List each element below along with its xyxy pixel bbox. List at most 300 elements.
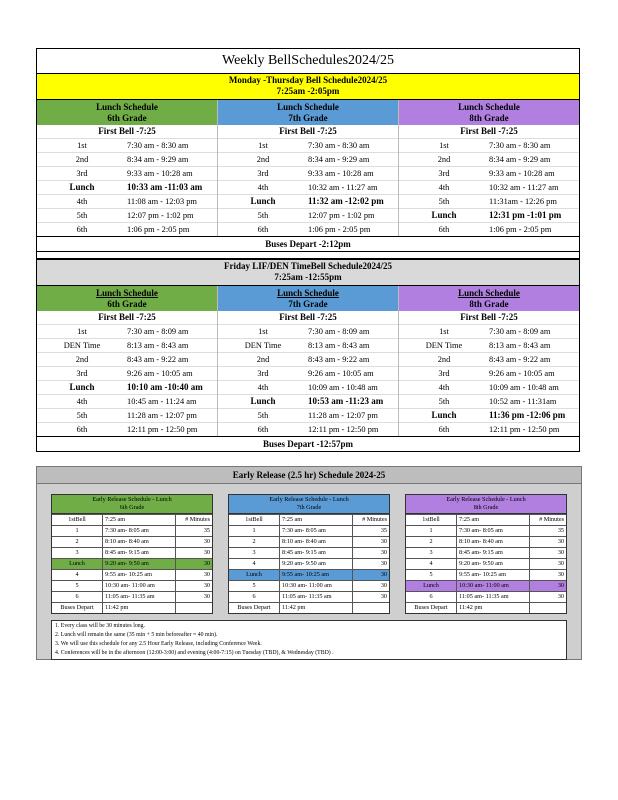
weekly-schedule: [36, 48, 580, 452]
period-time: 7:30 am - 8:09 am: [489, 327, 551, 336]
grade-header-grade: 7th Grade: [288, 113, 328, 123]
period-label: 3rd: [438, 369, 450, 378]
period-row: [399, 394, 579, 408]
period-label: DEN Time: [425, 341, 463, 350]
period-row: [399, 152, 579, 166]
time-cell: 11:05 am- 11:35 am: [280, 592, 353, 602]
table-row: [406, 536, 566, 547]
early-release-tables: [37, 484, 581, 614]
period-row: [37, 166, 217, 180]
table-row: [52, 591, 212, 602]
period-time: 10:52 am - 11:31am: [489, 397, 557, 406]
period-row: [399, 222, 579, 236]
period-label: 4th: [76, 397, 88, 406]
period-row: [399, 194, 579, 208]
time-cell: 7:30 am- 8:05 am: [280, 526, 353, 536]
period-cell: Lunch: [406, 581, 457, 591]
early-release-grade8: [405, 494, 567, 614]
table-row: [406, 602, 566, 613]
minutes-cell: 30: [557, 560, 564, 567]
lunch-row: [406, 580, 566, 591]
time-cell: 8:45 am- 9:15 am: [457, 548, 530, 558]
period-cell: 2: [229, 537, 280, 547]
note-line: 4. Conferences will be in the afternoon (12:00-3:00) and evening (4:00-7:15) on Tuesday (TBD), & Wednesday (TBD) .: [55, 650, 334, 656]
grade-header-title: Lunch Schedule: [458, 102, 520, 112]
period-time: 8:34 am - 9:29 am: [489, 155, 551, 164]
period-row: [399, 366, 579, 380]
lunch-row: [218, 194, 398, 208]
period-label: Lunch: [69, 182, 95, 192]
period-time: 8:13 am - 8:43 am: [308, 341, 370, 350]
grade-header: [399, 286, 579, 311]
period-row: [399, 324, 579, 338]
period-row: [218, 352, 398, 366]
table-row: [229, 536, 389, 547]
first-bell: First Bell -7:25: [98, 126, 156, 136]
period-row: [218, 366, 398, 380]
mon-thu-grade7: [217, 100, 398, 236]
first-bell: First Bell -7:25: [279, 312, 337, 322]
period-time: 9:33 am - 10:28 am: [127, 169, 193, 178]
period-list: [37, 324, 217, 436]
minutes-cell: 35: [203, 527, 210, 534]
period-time: 7:30 am - 8:09 am: [308, 327, 370, 336]
period-time: 10:32 am - 11:27 am: [308, 183, 378, 192]
period-time: 11:08 am - 12:03 pm: [127, 197, 197, 206]
period-label: 1st: [258, 327, 268, 336]
minutes-cell: 30: [557, 582, 564, 589]
friday-banner: [36, 259, 580, 286]
first-bell: First Bell -7:25: [98, 312, 156, 322]
minutes-cell: # Minutes: [185, 516, 210, 523]
grade-header-title: Lunch Schedule: [458, 288, 520, 298]
early-release-header-grade: 6th Grade: [119, 504, 145, 511]
period-label: 4th: [257, 183, 269, 192]
period-label: 3rd: [257, 169, 269, 178]
period-row: [37, 366, 217, 380]
period-cell: 1: [406, 526, 457, 536]
period-time: 11:31am - 12:26 pm: [489, 197, 557, 206]
lunch-row: [399, 408, 579, 422]
period-time: 10:09 am - 10:48 am: [489, 383, 559, 392]
grade-header-title: Lunch Schedule: [277, 102, 339, 112]
early-release-header: [406, 495, 566, 514]
time-cell: 11:42 pm: [280, 603, 353, 613]
period-row: [218, 222, 398, 236]
table-row: [229, 558, 389, 569]
period-label: 2nd: [256, 155, 270, 164]
period-cell: 3: [52, 548, 103, 558]
period-cell: 3: [406, 548, 457, 558]
period-time: 10:33 am -11:03 am: [127, 182, 203, 192]
grade-header: [218, 286, 398, 311]
time-cell: 7:30 am- 8:05 am: [457, 526, 530, 536]
time-cell: 8:10 am- 8:40 am: [103, 537, 176, 547]
minutes-cell: 30: [557, 549, 564, 556]
period-time: 9:26 am - 10:05 am: [127, 369, 193, 378]
period-time: 8:13 am - 8:43 am: [489, 341, 551, 350]
early-release-section: [36, 466, 582, 660]
period-cell: 6: [406, 592, 457, 602]
period-row: [218, 324, 398, 338]
period-cell: 1stBell: [229, 515, 280, 525]
minutes-cell: 30: [557, 538, 564, 545]
period-time: 8:43 am - 9:22 am: [308, 355, 370, 364]
grade-header-title: Lunch Schedule: [277, 288, 339, 298]
period-row: [37, 152, 217, 166]
period-row: [37, 338, 217, 352]
period-time: 1:06 pm - 2:05 pm: [127, 225, 190, 234]
period-time: 8:34 am - 9:29 am: [308, 155, 370, 164]
time-cell: 9:55 am- 10:25 am: [280, 570, 353, 580]
table-row: [229, 547, 389, 558]
period-time: 7:30 am - 8:30 am: [308, 141, 370, 150]
period-label: 5th: [76, 211, 88, 220]
period-time: 1:06 pm - 2:05 pm: [489, 225, 552, 234]
early-release-rows: [406, 514, 566, 613]
period-row: [37, 222, 217, 236]
period-time: 8:43 am - 9:22 am: [489, 355, 551, 364]
early-release-header-grade: 8th Grade: [473, 504, 499, 511]
period-cell: Lunch: [229, 570, 280, 580]
grade-header-title: Lunch Schedule: [96, 288, 158, 298]
period-time: 12:07 pm - 1:02 pm: [308, 211, 375, 220]
period-row: [399, 138, 579, 152]
time-cell: 11:42 pm: [103, 603, 176, 613]
period-label: 1st: [258, 141, 268, 150]
minutes-cell: [176, 603, 212, 613]
period-cell: 1stBell: [52, 515, 103, 525]
friday-grade8: [398, 286, 579, 436]
early-release-header-title: Early Release Schedule - Lunch: [269, 496, 349, 503]
minutes-cell: 30: [380, 593, 387, 600]
period-label: 6th: [257, 225, 269, 234]
period-label: Lunch: [69, 382, 95, 392]
minutes-cell: 30: [380, 538, 387, 545]
period-time: 9:26 am - 10:05 am: [308, 369, 374, 378]
period-row: [218, 138, 398, 152]
period-cell: 5: [229, 581, 280, 591]
mon-thu-banner-title: Monday -Thursday Bell Schedule2024/25: [228, 75, 388, 85]
period-row: [37, 422, 217, 436]
minutes-cell: 35: [380, 527, 387, 534]
minutes-cell: [353, 603, 389, 613]
friday-banner-title: Friday LIF/DEN TimeBell Schedule2024/25: [224, 261, 392, 271]
period-time: 8:13 am - 8:43 am: [127, 341, 189, 350]
time-cell: 7:30 am- 8:05 am: [103, 526, 176, 536]
period-label: 5th: [257, 211, 269, 220]
friday-buses: Buses Depart -12:57pm: [36, 436, 580, 452]
table-row: [52, 536, 212, 547]
period-list: [399, 138, 579, 236]
time-cell: 11:42 pm: [457, 603, 530, 613]
period-time: 11:28 am - 12:07 pm: [308, 411, 378, 420]
period-row: [37, 208, 217, 222]
period-label: Lunch: [250, 196, 276, 206]
period-row: [399, 352, 579, 366]
minutes-cell: 30: [557, 593, 564, 600]
grade-header: [37, 100, 217, 125]
early-release-grade6: [51, 494, 213, 614]
minutes-cell: 30: [557, 571, 564, 578]
period-row: [218, 166, 398, 180]
period-cell: 5: [406, 570, 457, 580]
period-label: 2nd: [256, 355, 270, 364]
period-row: [399, 338, 579, 352]
friday-grade7: [217, 286, 398, 436]
mon-thu-grade8: [398, 100, 579, 236]
period-label: 2nd: [75, 155, 89, 164]
period-label: 6th: [438, 225, 450, 234]
lunch-row: [37, 180, 217, 194]
early-release-title: Early Release (2.5 hr) Schedule 2024-25: [37, 467, 581, 484]
table-row: [406, 514, 566, 525]
early-release-header: [52, 495, 212, 514]
lunch-row: [37, 380, 217, 394]
table-row: [406, 558, 566, 569]
period-cell: Buses Depart: [229, 603, 280, 613]
period-row: [399, 180, 579, 194]
period-cell: Buses Depart: [52, 603, 103, 613]
time-cell: 10:30 am- 11:00 am: [457, 581, 530, 591]
period-label: 2nd: [75, 355, 89, 364]
table-row: [229, 591, 389, 602]
time-cell: 9:20 am- 9:50 am: [457, 559, 530, 569]
lunch-row: [229, 569, 389, 580]
period-cell: Buses Depart: [406, 603, 457, 613]
period-cell: 1: [229, 526, 280, 536]
period-label: 4th: [76, 197, 88, 206]
grade-header: [37, 286, 217, 311]
early-release-header: [229, 495, 389, 514]
minutes-cell: 30: [380, 571, 387, 578]
grade-header-title: Lunch Schedule: [96, 102, 158, 112]
early-release-notes: [51, 620, 567, 660]
period-row: [37, 352, 217, 366]
period-row: [399, 422, 579, 436]
period-label: 5th: [257, 411, 269, 420]
period-row: [218, 422, 398, 436]
mon-thu-buses: Buses Depart -2:12pm: [36, 236, 580, 252]
period-cell: 5: [52, 581, 103, 591]
grade-header: [218, 100, 398, 125]
table-row: [52, 602, 212, 613]
period-time: 10:32 am - 11:27 am: [489, 183, 559, 192]
time-cell: 9:20 am- 9:50 am: [280, 559, 353, 569]
period-label: 6th: [76, 425, 88, 434]
early-release-header-title: Early Release Schedule - Lunch: [92, 496, 172, 503]
period-label: 5th: [438, 197, 450, 206]
table-row: [229, 602, 389, 613]
minutes-cell: 35: [557, 527, 564, 534]
minutes-cell: 30: [203, 593, 210, 600]
table-row: [229, 525, 389, 536]
minutes-cell: 30: [203, 571, 210, 578]
table-row: [406, 525, 566, 536]
period-cell: 3: [229, 548, 280, 558]
minutes-cell: 30: [380, 560, 387, 567]
minutes-cell: [530, 603, 566, 613]
period-time: 11:36 pm -12:06 pm: [489, 410, 566, 420]
period-label: 6th: [257, 425, 269, 434]
period-time: 12:11 pm - 12:50 pm: [127, 425, 198, 434]
period-cell: 6: [229, 592, 280, 602]
period-time: 11:28 am - 12:07 pm: [127, 411, 197, 420]
page-title: Weekly BellSchedules2024/25: [36, 48, 580, 73]
period-label: 1st: [77, 327, 87, 336]
period-label: DEN Time: [63, 341, 101, 350]
period-row: [399, 380, 579, 394]
time-cell: 8:45 am- 9:15 am: [280, 548, 353, 558]
grade-header-grade: 8th Grade: [469, 299, 509, 309]
period-label: 3rd: [76, 369, 88, 378]
first-bell: First Bell -7:25: [460, 312, 518, 322]
period-row: [218, 152, 398, 166]
period-row: [37, 324, 217, 338]
period-time: 7:30 am - 8:30 am: [489, 141, 551, 150]
first-bell: First Bell -7:25: [460, 126, 518, 136]
period-time: 12:11 pm - 12:50 pm: [308, 425, 379, 434]
time-cell: 7:25 am: [457, 515, 530, 525]
period-time: 7:30 am - 8:30 am: [127, 141, 189, 150]
period-label: Lunch: [250, 396, 276, 406]
period-time: 9:26 am - 10:05 am: [489, 369, 555, 378]
early-release-rows: [229, 514, 389, 613]
grade-header-grade: 6th Grade: [107, 113, 147, 123]
table-row: [229, 580, 389, 591]
minutes-cell: 30: [203, 560, 210, 567]
period-time: 10:10 am -10:40 am: [127, 382, 203, 392]
grade-header-grade: 7th Grade: [288, 299, 328, 309]
period-cell: 1: [52, 526, 103, 536]
period-time: 1:06 pm - 2:05 pm: [308, 225, 371, 234]
period-label: 2nd: [437, 155, 451, 164]
time-cell: 11:05 am- 11:35 am: [457, 592, 530, 602]
period-row: [399, 166, 579, 180]
period-cell: 2: [406, 537, 457, 547]
time-cell: 9:55 am- 10:25 am: [103, 570, 176, 580]
period-label: 6th: [76, 225, 88, 234]
time-cell: 11:05 am- 11:35 am: [103, 592, 176, 602]
friday-banner-times: 7:25am -12:55pm: [274, 272, 342, 282]
lunch-row: [52, 558, 212, 569]
table-row: [406, 591, 566, 602]
period-row: [37, 194, 217, 208]
period-time: 10:53 am -11:23 am: [308, 396, 384, 406]
first-bell: First Bell -7:25: [279, 126, 337, 136]
period-time: 8:43 am - 9:22 am: [127, 355, 189, 364]
minutes-cell: 30: [203, 538, 210, 545]
period-label: 1st: [439, 327, 449, 336]
period-row: [218, 208, 398, 222]
period-label: DEN Time: [244, 341, 282, 350]
period-row: [37, 394, 217, 408]
note-line: 1. Every class will be 30 minutes long.: [55, 623, 145, 629]
time-cell: 7:25 am: [280, 515, 353, 525]
minutes-cell: # Minutes: [362, 516, 387, 523]
time-cell: 8:45 am- 9:15 am: [103, 548, 176, 558]
period-row: [218, 338, 398, 352]
note-line: 2. Lunch will remain the same (35 min + 5 min beforeafter = 40 min).: [55, 632, 218, 638]
minutes-cell: 30: [380, 582, 387, 589]
period-cell: 4: [52, 570, 103, 580]
period-row: [218, 408, 398, 422]
note-line: 3. We will use this schedule for any 2.5 Hour Early Release, including Conference Week.: [55, 641, 262, 647]
friday-grades: [36, 286, 580, 436]
period-cell: 4: [229, 559, 280, 569]
period-time: 12:31 pm -1:01 pm: [489, 210, 562, 220]
time-cell: 8:10 am- 8:40 am: [457, 537, 530, 547]
period-row: [37, 408, 217, 422]
period-list: [399, 324, 579, 436]
period-row: [37, 138, 217, 152]
time-cell: 9:55 am- 10:25 am: [457, 570, 530, 580]
period-label: 1st: [77, 141, 87, 150]
period-list: [218, 324, 398, 436]
lunch-row: [218, 394, 398, 408]
friday-grade6: [37, 286, 217, 436]
period-time: 10:45 am - 11:24 am: [127, 397, 197, 406]
period-label: 4th: [257, 383, 269, 392]
table-row: [406, 569, 566, 580]
minutes-cell: # Minutes: [539, 516, 564, 523]
early-release-header-title: Early Release Schedule - Lunch: [446, 496, 526, 503]
period-row: [218, 380, 398, 394]
period-time: 7:30 am - 8:09 am: [127, 327, 189, 336]
mon-thu-banner: [36, 73, 580, 100]
period-time: 11:32 am -12:02 pm: [308, 196, 384, 206]
period-list: [37, 138, 217, 236]
period-cell: 2: [52, 537, 103, 547]
period-time: 8:34 am - 9:29 am: [127, 155, 189, 164]
period-time: 12:07 pm - 1:02 pm: [127, 211, 194, 220]
early-release-header-grade: 7th Grade: [296, 504, 322, 511]
table-row: [229, 514, 389, 525]
divider: [36, 252, 580, 259]
table-row: [52, 547, 212, 558]
time-cell: 8:10 am- 8:40 am: [280, 537, 353, 547]
period-time: 12:11 pm - 12:50 pm: [489, 425, 560, 434]
period-label: 4th: [438, 183, 450, 192]
period-label: 1st: [439, 141, 449, 150]
period-label: 5th: [76, 411, 88, 420]
minutes-cell: 30: [203, 549, 210, 556]
period-cell: 6: [52, 592, 103, 602]
period-label: 2nd: [437, 355, 451, 364]
period-time: 10:09 am - 10:48 am: [308, 383, 378, 392]
period-label: 3rd: [438, 169, 450, 178]
minutes-cell: 30: [380, 549, 387, 556]
early-release-rows: [52, 514, 212, 613]
table-row: [52, 580, 212, 591]
period-label: 3rd: [257, 369, 269, 378]
period-label: 3rd: [76, 169, 88, 178]
table-row: [406, 547, 566, 558]
table-row: [52, 569, 212, 580]
early-release-grade7: [228, 494, 390, 614]
grade-header-grade: 6th Grade: [107, 299, 147, 309]
table-row: [52, 514, 212, 525]
period-time: 9:33 am - 10:28 am: [489, 169, 555, 178]
period-cell: 4: [406, 559, 457, 569]
table-row: [52, 525, 212, 536]
period-label: 4th: [438, 383, 450, 392]
period-label: 5th: [438, 397, 450, 406]
lunch-row: [399, 208, 579, 222]
period-cell: Lunch: [52, 559, 103, 569]
grade-header-grade: 8th Grade: [469, 113, 509, 123]
period-cell: 1stBell: [406, 515, 457, 525]
